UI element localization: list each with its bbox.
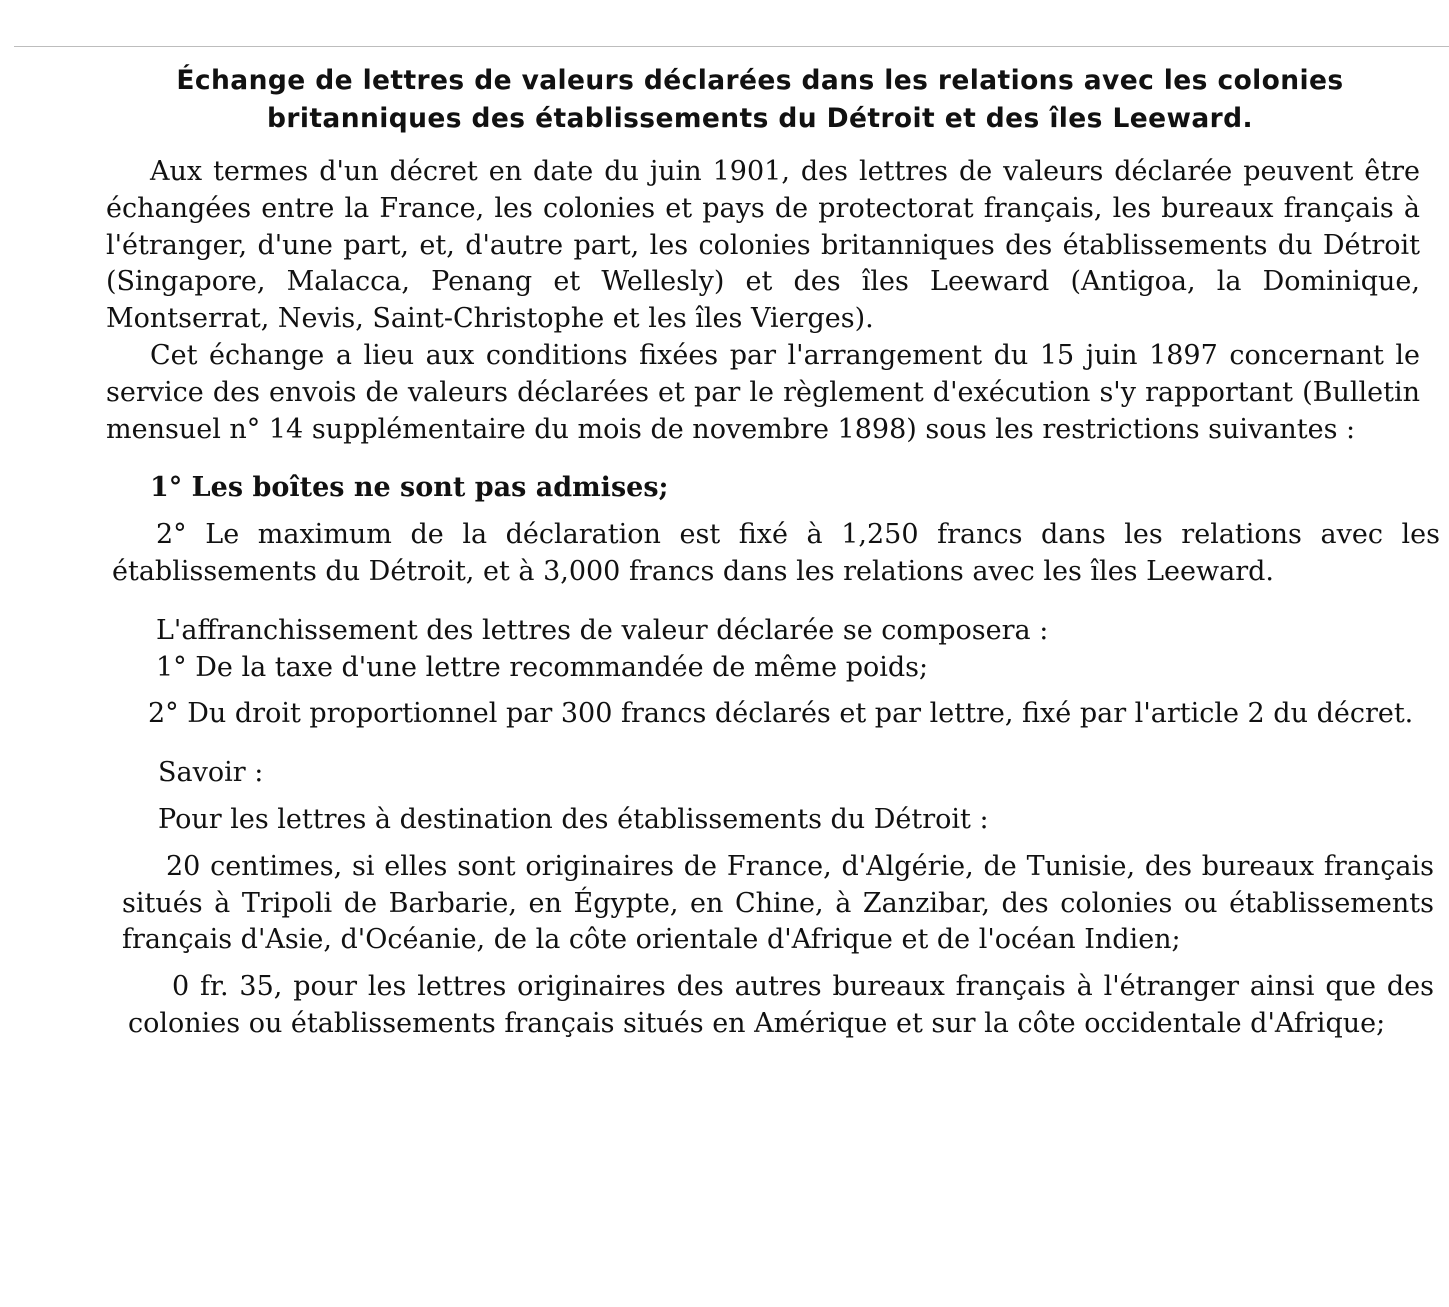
restriction-2: 2° Le maximum de la déclaration est fixé à 1,250 francs dans les relations avec les établissements du Détroit, et à 3,000 francs dans les relations avec les îles Leeward. bbox=[112, 519, 1440, 587]
tariff-20-centimes: 20 centimes, si elles sont originaires de France, d'Algérie, de Tunisie, des bureaux français situés à Tripoli de Barbarie, en Égypte, en Chine, à Zanzibar, des colonies ou établissements français d'Asie, d'Océanie, de la côte orientale d'Afrique et de l'océan Indien; bbox=[122, 850, 1434, 956]
paragraph-detroit-heading: Pour les lettres à destination des établissements du Détroit : bbox=[158, 803, 989, 835]
top-rule bbox=[14, 46, 1449, 47]
tariff-0-fr-35: 0 fr. 35, pour les lettres originaires des autres bureaux français à l'étranger ainsi que des colonies ou établissements français situés en Amérique et sur la côte occidentale d'Afrique; bbox=[128, 971, 1434, 1039]
title-line-2: britanniques des établissements du Détroit et des îles Leeward. bbox=[267, 103, 1253, 134]
paragraph-decret: Aux termes d'un décret en date du juin 1901, des lettres de valeurs déclarée peuvent être échangées entre la France, les colonies et pays de protectorat français, les bureaux français à l'étranger, d'une part, et, d'autre part, les colonies britanniques des établissements du Détroit (Singapore, Malacca, Penang et Wellesly) et des îles Leeward (Antigoa, la Dominique, Montserrat, Nevis, Saint-Christophe et les îles Vierges). bbox=[106, 156, 1420, 335]
document-page bbox=[100, 62, 1440, 1043]
affranchissement-item-1: 1° De la taxe d'une lettre recommandée de même poids; bbox=[156, 651, 929, 683]
document-title bbox=[100, 62, 1420, 138]
paragraph-savoir: Savoir : bbox=[158, 757, 264, 789]
affranchissement-item-2: 2° Du droit proportionnel par 300 francs déclarés et par lettre, fixé par l'article 2 du décret. bbox=[148, 698, 1414, 730]
paragraph-conditions: Cet échange a lieu aux conditions fixées par l'arrangement du 15 juin 1897 concernant le service des envois de valeurs déclarées et par le règlement d'exécution s'y rapportant (Bulletin mensuel n° 14 supplémentaire du mois de novembre 1898) sous les restrictions suivantes : bbox=[106, 339, 1420, 445]
title-line-1: Échange de lettres de valeurs déclarées dans les relations avec les colonies bbox=[176, 65, 1344, 96]
paragraph-affranchissement: L'affranchissement des lettres de valeur déclarée se composera : bbox=[156, 614, 1049, 646]
restriction-1: 1° Les boîtes ne sont pas admises; bbox=[150, 472, 669, 504]
